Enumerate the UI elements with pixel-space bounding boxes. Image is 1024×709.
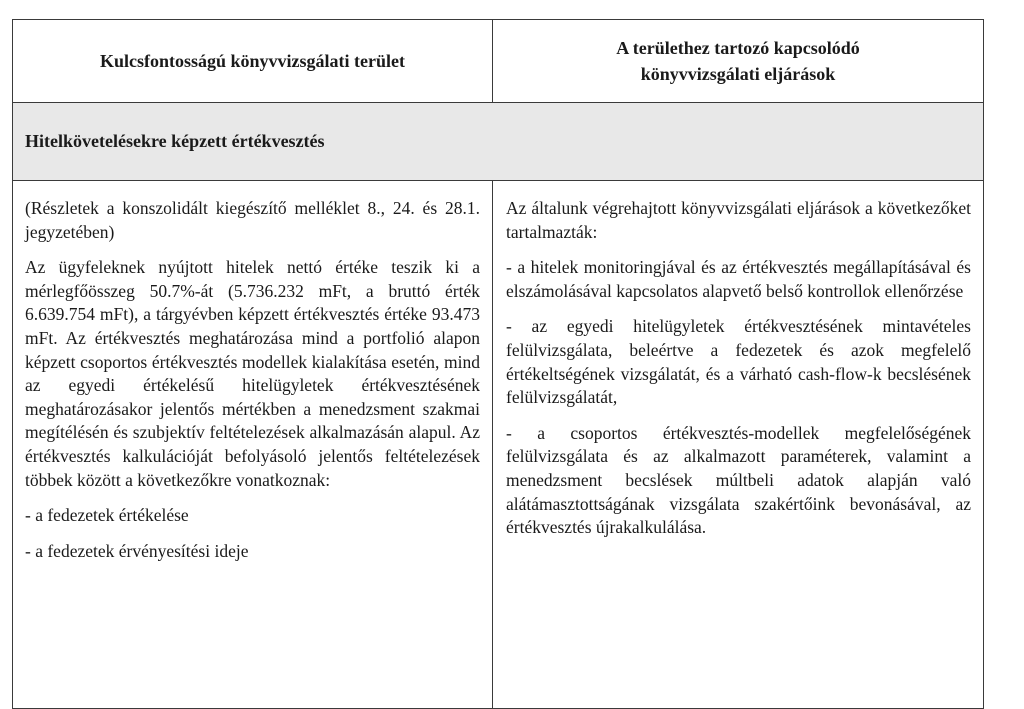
left-bullet-collateral-enforcement: - a fedezetek érvényesítési ideje <box>25 540 249 561</box>
right-column-cell <box>493 181 983 708</box>
header-right-line1: A területhez tartozó kapcsolódó <box>616 38 860 58</box>
header-right-line2: könyvvizsgálati eljárások <box>640 64 836 84</box>
audit-matters-table <box>12 19 984 709</box>
table-header-row <box>13 20 983 103</box>
right-bullet-individual-review: - az egyedi hitelügyletek értékvesztésének mintavételes felülvizsgálata, beleértve a fedezetek és azok megfelelő értékeltségének vizsgálatát, és a várható cash-flow-k becslésének felülvizsgálatát, <box>506 316 971 408</box>
left-column-cell <box>13 181 493 708</box>
table-body-row <box>13 181 983 708</box>
right-bullet-internal-controls: - a hitelek monitoringjával és az értékvesztés megállapításával és elszámolásával kapcsolatos alapvető belső kontrollok ellenőrzése <box>506 257 971 301</box>
left-paragraph-reference: (Részletek a konszolidált kiegészítő melléklet 8., 24. és 28.1. jegyzetében) <box>25 198 480 242</box>
section-title: Hitelkövetelésekre képzett értékvesztés <box>25 131 325 151</box>
right-paragraph-intro: Az általunk végrehajtott könyvvizsgálati eljárások a következőket tartalmazták: <box>506 198 971 242</box>
right-bullet-collective-models: - a csoportos értékvesztés-modellek megfelelőségének felülvizsgálata és az alkalmazott paraméterek, valamint a menedzsment becslések múltbeli adatok alapján való alátámasztottságának vizsgálata szakértőink bevonásával, az értékvesztés újrakalkulálása. <box>506 422 971 538</box>
header-key-audit-matter <box>13 20 493 102</box>
header-audit-procedures <box>493 20 983 102</box>
left-paragraph-description: Az ügyfeleknek nyújtott hitelek nettó értéke teszik ki a mérlegfőösszeg 50.7%-át (5.736.232 mFt, a bruttó érték 6.639.754 mFt), a tárgyévben képzett értékvesztés értéke 93.473 mFt. Az értékvesztés meghatározása mind a portfolió alapon képzett csoportos értékvesztés modellek kialakítása esetén, mind az egyedi értékelésű hitelügyletek értékvesztésének meghatározásakor jelentős mértékben a menedzsment szakmai megítélésén és szubjektív feltételezések alkalmazásán alapul. Az értékvesztés kalkulációját befolyásoló jelentős feltételezések többek között a következőkre vonatkoznak: <box>25 257 480 490</box>
header-left-text: Kulcsfontosságú könyvvizsgálati terület <box>99 51 405 71</box>
section-title-row <box>13 103 983 181</box>
left-bullet-collateral-valuation: - a fedezetek értékelése <box>25 505 189 526</box>
